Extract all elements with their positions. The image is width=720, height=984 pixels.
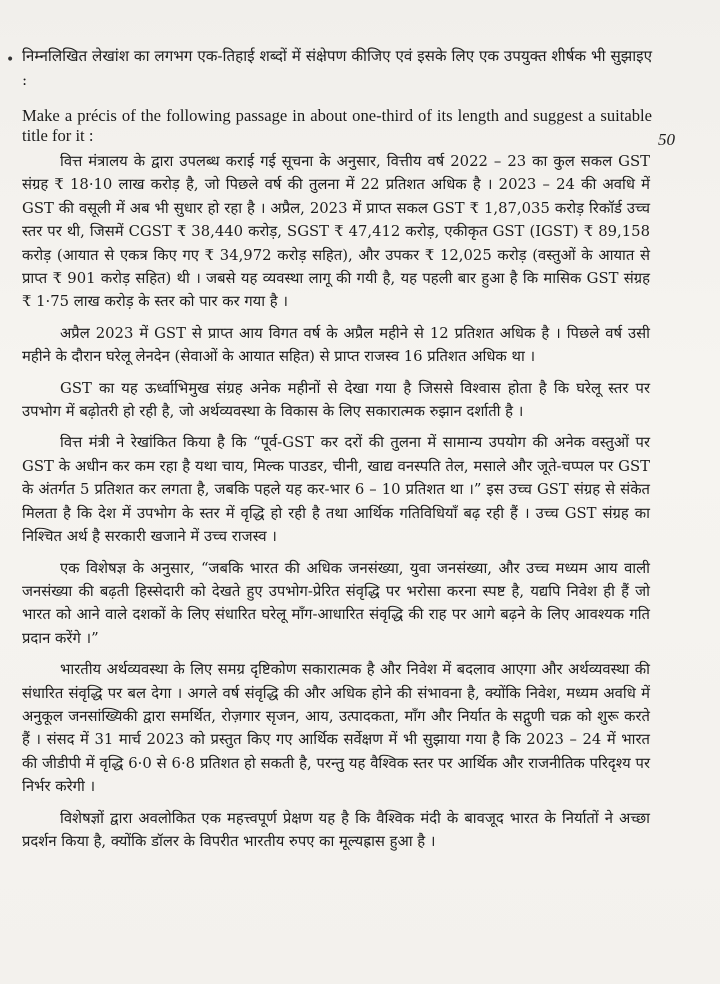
question-bullet: • <box>6 52 15 68</box>
passage-paragraph-1: वित्त मंत्रालय के द्वारा उपलब्ध कराई गई सूचना के अनुसार, वित्तीय वर्ष 2022 – 23 का कुल सकल GST संग्रह ₹ 18·10 लाख करोड़ है, जो पिछले वर्ष की तुलना में 22 प्रतिशत अधिक है । 2023 – 24 की अवधि में GST की वसूली में अब भी सुधार हो रहा है । अप्रैल, 2023 में प्राप्त सकल GST ₹ 1,87,035 करोड़ रिकॉर्ड उच्च स्तर पर थी, जिसमें CGST ₹ 38,440 करोड़, SGST ₹ 47,412 करोड़, एकीकृत GST (IGST) ₹ 89,158 करोड़ (आयात से एकत्र किए गए ₹ 34,972 करोड़ सहित), और उपकर ₹ 12,025 करोड़ (वस्तुओं के आयात से प्राप्त ₹ 901 करोड़ सहित) थी । जबसे यह व्यवस्था लागू की गयी है, यह पहली बार हुआ है कि मासिक GST संग्रह ₹ 1·75 लाख करोड़ के स्तर को पार कर गया है । <box>22 153 650 311</box>
passage-paragraph-7: विशेषज्ञों द्वारा अवलोकित एक महत्त्वपूर्ण प्रेक्षण यह है कि वैश्विक मंदी के बावजूद भारत के निर्यातों ने अच्छा प्रदर्शन किया है, क्योंकि डॉलर के विपरीत भारतीय रुपए का मूल्यह्रास हुआ है । <box>22 809 650 850</box>
question-instruction-hindi: निम्नलिखित लेखांश का लगभग एक-तिहाई शब्दों में संक्षेपण कीजिए एवं इसके लिए एक उपयुक्त शीर्षक भी सुझाइए : <box>22 47 652 89</box>
passage-paragraph-6: भारतीय अर्थव्यवस्था के लिए समग्र दृष्टिकोण सकारात्मक है और निवेश में बदलाव आएगा और अर्थव्यवस्था की संधारित संवृद्धि पर बल देगा । अगले वर्ष संवृद्धि की और अधिक होने की संभावना है, क्योंकि निवेश, मध्यम अवधि में अनुकूल जनसांख्यिकी द्वारा समर्थित, रोज़गार सृजन, आय, उत्पादकता, माँग और निर्यात के सद्गुणी चक्र को शुरू करते हैं । संसद में 31 मार्च 2023 को प्रस्तुत किए गए आर्थिक सर्वेक्षण में भी सुझाया गया है कि 2023 – 24 में भारत की जीडीपी में वृद्धि 6·0 से 6·8 प्रतिशत हो सकती है, परन्तु यह वैश्विक स्तर पर आर्थिक और राजनीतिक परिदृश्य पर निर्भर करेगी । <box>22 661 650 796</box>
passage-paragraph-4: वित्त मंत्री ने रेखांकित किया है कि “पूर्व-GST कर दरों की तुलना में सामान्य उपयोग की अनेक वस्तुओं पर GST के अधीन कर कम रहा है यथा चाय, मिल्क पाउडर, चीनी, खाद्य वनस्पति तेल, मसाले और जूते-चप्पल पर GST के अंतर्गत 5 प्रतिशत कर लगता है, जबकि पहले यह कर-भार 6 – 10 प्रतिशत था ।” इस उच्च GST संग्रह से संकेत मिलता है कि देश में उपभोग के स्तर में वृद्धि हो रही है तथा आर्थिक गतिविधियाँ बढ़ रही हैं । उच्च GST संग्रह का निश्चित अर्थ है सरकारी खजाने में उच्च राजस्व । <box>22 434 650 546</box>
precis-passage <box>22 150 650 861</box>
passage-paragraph-3: GST का यह ऊर्ध्वाभिमुख संग्रह अनेक महीनों से देखा गया है जिससे विश्वास होता है कि घरेलू स्तर पर उपभोग में बढ़ोतरी हो रही है, जो अर्थव्यवस्था के विकास के लिए सकारात्मक रुझान दर्शाती है । <box>22 379 650 421</box>
question-marks: 50 <box>658 130 675 149</box>
passage-paragraph-2: अप्रैल 2023 में GST से प्राप्त आय विगत वर्ष के अप्रैल महीने से 12 प्रतिशत अधिक है । पिछले वर्ष उसी महीने के दौरान घरेलू लेनदेन (सेवाओं के आयात सहित) से प्राप्त राजस्व 16 प्रतिशत अधिक था । <box>22 324 650 366</box>
question-instruction-english: Make a précis of the following passage in about one-third of its length and suggest a suitable title for it : <box>22 106 652 145</box>
passage-paragraph-5: एक विशेषज्ञ के अनुसार, “जबकि भारत की अधिक जनसंख्या, युवा जनसंख्या, और उच्च मध्यम आय वाली जनसंख्या की बढ़ती हिस्सेदारी को देखते हुए उपभोग-प्रेरित संवृद्धि पर भरोसा करना स्पष्ट है, यद्यपि निवेश ही हैं जो भारत को आने वाले दशकों के लिए संधारित घरेलू माँग-आधारित संवृद्धि की राह पर आगे बढ़ने के लिए आवश्यक गति प्रदान करेंगे ।” <box>22 559 650 647</box>
